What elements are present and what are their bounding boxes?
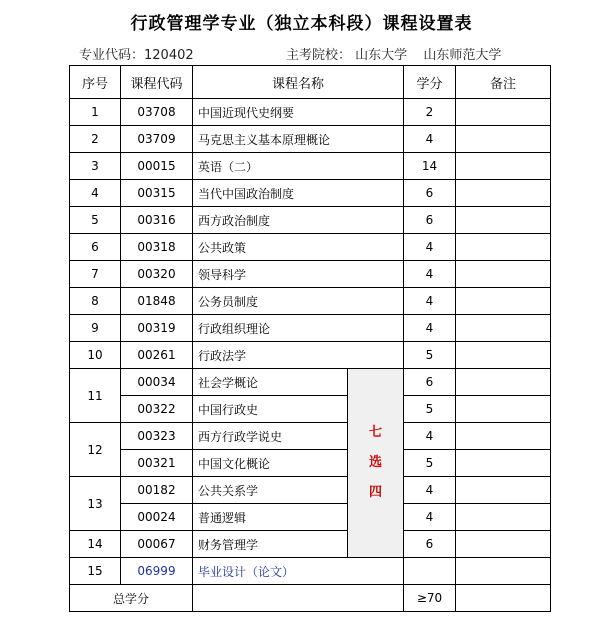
table-row [70,369,551,396]
row-note [456,396,551,423]
total-value: ≥70 [404,585,456,612]
row-name: 英语（二） [193,153,404,180]
major-code-label: 专业代码： [79,48,145,63]
row-note [456,234,551,261]
select-seven-of-four [348,369,404,558]
row-code: 03709 [121,126,193,153]
thesis-seq: 15 [70,558,121,585]
row-name: 普通逻辑 [193,504,348,531]
row-code: 00315 [121,180,193,207]
row-note [456,207,551,234]
select-char: 四 [368,485,382,500]
total-label: 总学分 [70,585,193,612]
row-name: 社会学概论 [193,369,348,396]
host-school-2: 山东师范大学 [423,48,502,63]
row-credit: 6 [404,531,456,558]
row-code: 00015 [121,153,193,180]
row-credit: 2 [404,99,456,126]
elective-seq: 13 [70,477,121,531]
select-char: 选 [368,455,382,470]
total-note [456,585,551,612]
row-note [456,450,551,477]
elective-course-rows [70,369,551,558]
row-name: 西方行政学说史 [193,423,348,450]
row-code: 00321 [121,450,193,477]
table-row [70,531,551,558]
row-note [456,315,551,342]
row-credit: 4 [404,504,456,531]
row-name: 中国文化概论 [193,450,348,477]
header-code: 课程代码 [121,66,193,99]
row-code: 00319 [121,315,193,342]
elective-seq: 12 [70,423,121,477]
table-row [70,315,551,342]
row-credit: 6 [404,180,456,207]
row-credit: 4 [404,126,456,153]
row-name: 马克思主义基本原理概论 [193,126,404,153]
row-credit: 4 [404,288,456,315]
row-name: 中国行政史 [193,396,348,423]
row-name: 中国近现代史纲要 [193,99,404,126]
major-code-value: 120402 [144,48,194,63]
course-table [69,65,551,612]
row-note [456,288,551,315]
row-credit: 4 [404,261,456,288]
host-label: 主考院校： [286,48,352,63]
thesis-code: 06999 [121,558,193,585]
row-code: 01848 [121,288,193,315]
row-code: 03708 [121,99,193,126]
table-row [70,180,551,207]
row-credit: 14 [404,153,456,180]
row-seq: 1 [70,99,121,126]
row-credit: 6 [404,369,456,396]
thesis-note [456,558,551,585]
table-row [70,342,551,369]
row-code: 00034 [121,369,193,396]
row-code: 00322 [121,396,193,423]
row-name: 财务管理学 [193,531,348,558]
row-code: 00316 [121,207,193,234]
table-row [70,504,551,531]
row-note [456,531,551,558]
row-name: 西方政治制度 [193,207,404,234]
row-note [456,99,551,126]
row-credit: 5 [404,450,456,477]
row-name: 行政组织理论 [193,315,404,342]
header-seq: 序号 [70,66,121,99]
table-row [70,234,551,261]
table-row [70,261,551,288]
elective-seq: 11 [70,369,121,423]
table-row [70,99,551,126]
row-note [456,369,551,396]
table-row [70,126,551,153]
table-row [70,288,551,315]
thesis-credit [404,558,456,585]
row-credit: 5 [404,396,456,423]
row-credit: 4 [404,477,456,504]
table-row [70,450,551,477]
row-seq: 9 [70,315,121,342]
thesis-row [70,558,551,585]
table-row [70,423,551,450]
row-credit: 4 [404,234,456,261]
total-row [70,585,551,612]
row-seq: 2 [70,126,121,153]
table-row [70,477,551,504]
row-name: 行政法学 [193,342,404,369]
row-code: 00024 [121,504,193,531]
row-name: 领导科学 [193,261,404,288]
table-row [70,153,551,180]
row-note [456,504,551,531]
header-note: 备注 [456,66,551,99]
row-seq: 6 [70,234,121,261]
table-row [70,207,551,234]
row-name: 公共政策 [193,234,404,261]
row-code: 00323 [121,423,193,450]
row-credit: 4 [404,315,456,342]
thesis-name: 毕业设计（论文） [193,558,404,585]
row-code: 00067 [121,531,193,558]
row-note [456,423,551,450]
row-seq: 8 [70,288,121,315]
row-note [456,153,551,180]
row-name: 公共关系学 [193,477,348,504]
main-course-rows [70,99,551,369]
host-school-1: 山东大学 [355,48,408,63]
host-schools-line [286,44,501,63]
table-header-row [70,66,551,99]
row-seq: 5 [70,207,121,234]
table-row [70,396,551,423]
row-note [456,180,551,207]
row-code: 00320 [121,261,193,288]
total-blank [193,585,404,612]
row-seq: 4 [70,180,121,207]
row-note [456,342,551,369]
row-code: 00182 [121,477,193,504]
row-name: 公务员制度 [193,288,404,315]
header-name: 课程名称 [193,66,404,99]
page-title: 行政管理学专业（独立本科段）课程设置表 [130,14,473,34]
row-code: 00318 [121,234,193,261]
row-seq: 3 [70,153,121,180]
row-note [456,477,551,504]
row-seq: 7 [70,261,121,288]
header-credit: 学分 [404,66,456,99]
row-code: 00261 [121,342,193,369]
major-code-line [79,44,194,63]
row-note [456,261,551,288]
row-name: 当代中国政治制度 [193,180,404,207]
row-credit: 5 [404,342,456,369]
row-credit: 6 [404,207,456,234]
select-char: 七 [368,425,382,440]
row-seq: 10 [70,342,121,369]
row-credit: 4 [404,423,456,450]
elective-seq: 14 [70,531,121,558]
row-note [456,126,551,153]
